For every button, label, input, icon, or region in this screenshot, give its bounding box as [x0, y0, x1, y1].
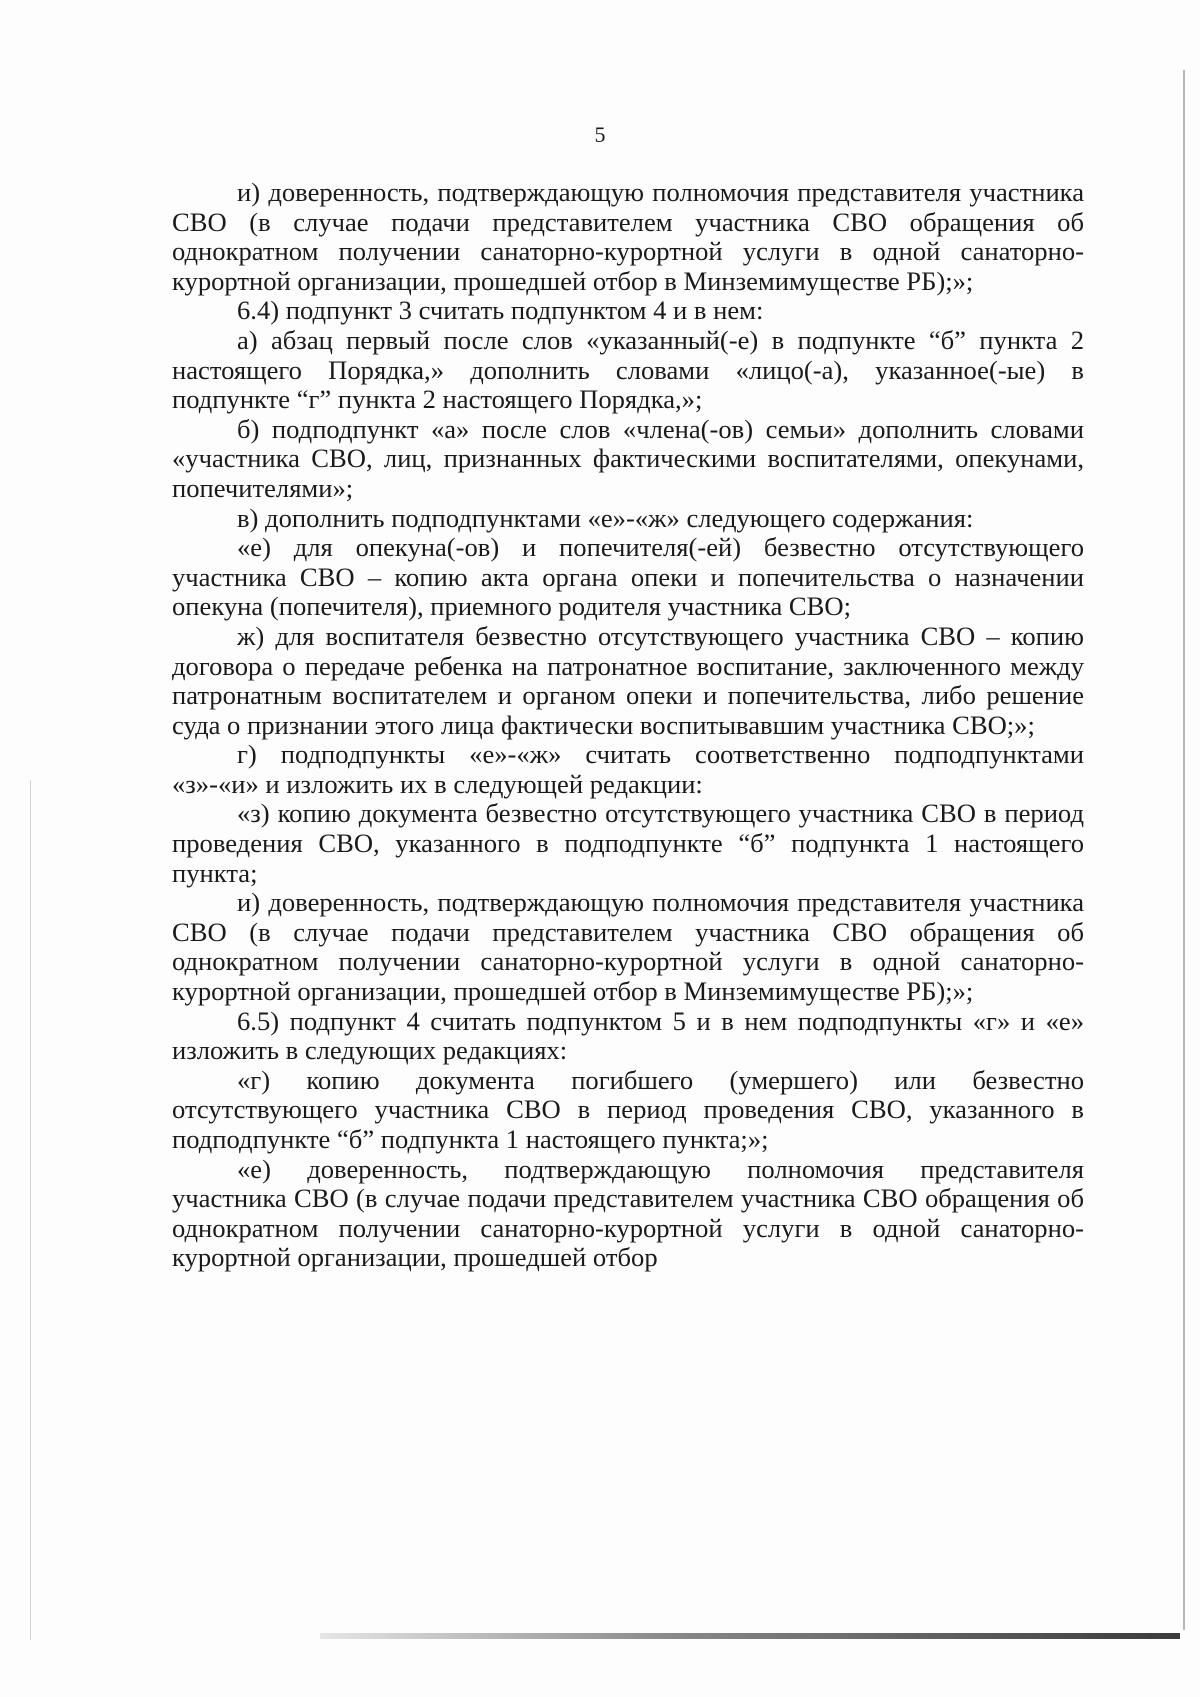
paragraph: в) дополнить подподпунктами «е»-«ж» следующего содержания:	[237, 502, 974, 533]
scan-edge-line	[1183, 70, 1185, 1630]
paragraph: 6.5) подпункт 4 считать подпунктом 5 и в нем подподпункты «г» и «е» изложить в следующих редакциях:	[172, 1005, 1084, 1066]
paragraph: и) доверенность, подтверждающую полномочия представителя участника СВО (в случае подачи представителем участника СВО обращения об однократном получении санаторно-курортной услуги в одной санаторно-курортной организации, прошедшей отбор в Минземимуществе РБ);»;	[172, 887, 1084, 1007]
page-number: 5	[594, 122, 606, 147]
paragraph: «е) для опекуна(-ов) и попечителя(-ей) безвестно отсутствующего участника СВО – копию акта органа опеки и попечительства о назначении опекуна (попечителя), приемного родителя участника СВО;	[172, 532, 1084, 622]
paragraph: б) подподпункт «а» после слов «члена(-ов) семьи» дополнить словами «участника СВО, лиц, признанных фактическими воспитателями, опекунами, попечителями»;	[172, 413, 1084, 503]
paragraph: «г) копию документа погибшего (умершего) или безвестно отсутствующего участника СВО в период проведения СВО, указанного в подподпункте “б” подпункта 1 настоящего пункта;»;	[172, 1064, 1084, 1154]
paragraph: г) подподпункты «е»-«ж» считать соответственно подподпунктами «з»-«и» и изложить их в следующей редакции:	[172, 739, 1084, 799]
scan-edge-line	[30, 780, 31, 1640]
paragraph: а) абзац первый после слов «указанный(-е) в подпункте “б” пункта 2 настоящего Порядка,» дополнить словами «лицо(-а), указанное(-ые) в подпункте “г” пункта 2 настоящего Порядка,»;	[172, 324, 1084, 415]
scan-bottom-shadow	[320, 1633, 1180, 1639]
paragraph: «з) копию документа безвестно отсутствующего участника СВО в период проведения СВО, указанного в подподпункте “б” подпункта 1 настоящего пункта;	[172, 798, 1084, 888]
document-body	[172, 178, 1084, 1273]
paragraph: и) доверенность, подтверждающую полномочия представителя участника СВО (в случае подачи представителем участника СВО обращения об однократном получении санаторно-курортной услуги в одной санаторно-курортной организации, прошедшей отбор в Минземимуществе РБ);»;	[172, 177, 1084, 296]
paragraph: 6.4) подпункт 3 считать подпунктом 4 и в нем:	[237, 295, 764, 326]
paragraph: ж) для воспитателя безвестно отсутствующего участника СВО – копию договора о передаче ребенка на патронатное воспитание, заключенного между патронатным воспитателем и органом опеки и попечительства, либо решение суда о признании этого лица фактически воспитывавшим участника СВО;»;	[172, 620, 1084, 740]
paragraph: «е) доверенность, подтверждающую полномочия представителя участника СВО (в случае подачи представителем участника СВО обращения об однократном получении санаторно-курортной услуги в одной санаторно-курортной организации, прошедшей отбор	[172, 1153, 1084, 1273]
